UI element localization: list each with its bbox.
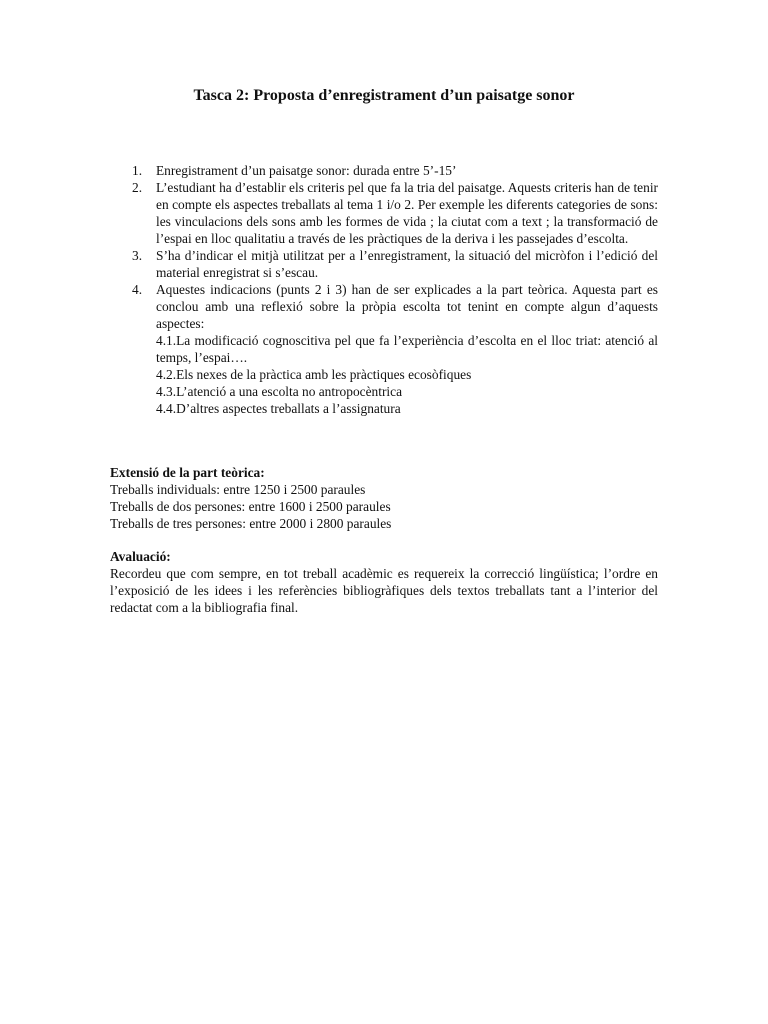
list-item-number: 2. [132,180,143,195]
list-item-text: L’estudiant ha d’establir els criteris pel que fa la tria del paisatge. Aquests criteris han de tenir en compte els aspectes treballats al tema 1 i/o 2. Per exemple les diferents categories de sons: les vinculacions dels sons amb les formes de vida ; la ciutat com a text ; la transformació de l’espai en lloc qualitatiu a través de les pràctiques de la deriva i les passejades d’escolta. [156,180,658,246]
sub-item: 4.3.L’atenció a una escolta no antropocèntrica [156,384,403,399]
task-list [128,162,658,417]
extension-section [110,464,658,532]
page-title: Tasca 2: Proposta d’enregistrament d’un paisatge sonor [193,87,575,104]
list-item-number: 4. [132,282,143,297]
extension-line: Treballs individuals: entre 1250 i 2500 paraules [110,482,366,497]
list-item-number: 1. [132,163,143,178]
list-item [128,179,658,247]
sub-item: 4.4.D’altres aspectes treballats a l’assignatura [156,401,401,416]
sub-item: 4.1.La modificació cognoscitiva pel que fa l’experiència d’escolta en el lloc triat: atenció al temps, l’espai…. [156,333,658,365]
sub-item: 4.2.Els nexes de la pràctica amb les pràctiques ecosòfiques [156,367,472,382]
evaluation-section [110,548,658,616]
evaluation-text: Recordeu que com sempre, en tot treball acadèmic es requereix la correcció lingüística; l’ordre en l’exposició de les idees i les referències bibliogràfiques dels textos treballats tant a l’interior del redactat com a la bibliografia final. [110,566,658,615]
list-item-number: 3. [132,248,143,263]
evaluation-heading: Avaluació: [110,549,171,564]
list-item-text: S’ha d’indicar el mitjà utilitzat per a l’enregistrament, la situació del micròfon i l’edició del material enregistrat si s’escau. [156,248,658,280]
list-item-text: Enregistrament d’un paisatge sonor: durada entre 5’-15’ [156,163,457,178]
list-item [128,162,658,179]
extension-heading: Extensió de la part teòrica: [110,465,265,480]
extension-line: Treballs de dos persones: entre 1600 i 2500 paraules [110,499,391,514]
list-item [128,247,658,281]
list-item-text: Aquestes indicacions (punts 2 i 3) han de ser explicades a la part teòrica. Aquesta part es conclou amb una reflexió sobre la pròpia escolta tot tenint en compte algun d’aquests aspectes: [156,282,658,331]
list-item [128,281,658,417]
extension-line: Treballs de tres persones: entre 2000 i 2800 paraules [110,516,392,531]
